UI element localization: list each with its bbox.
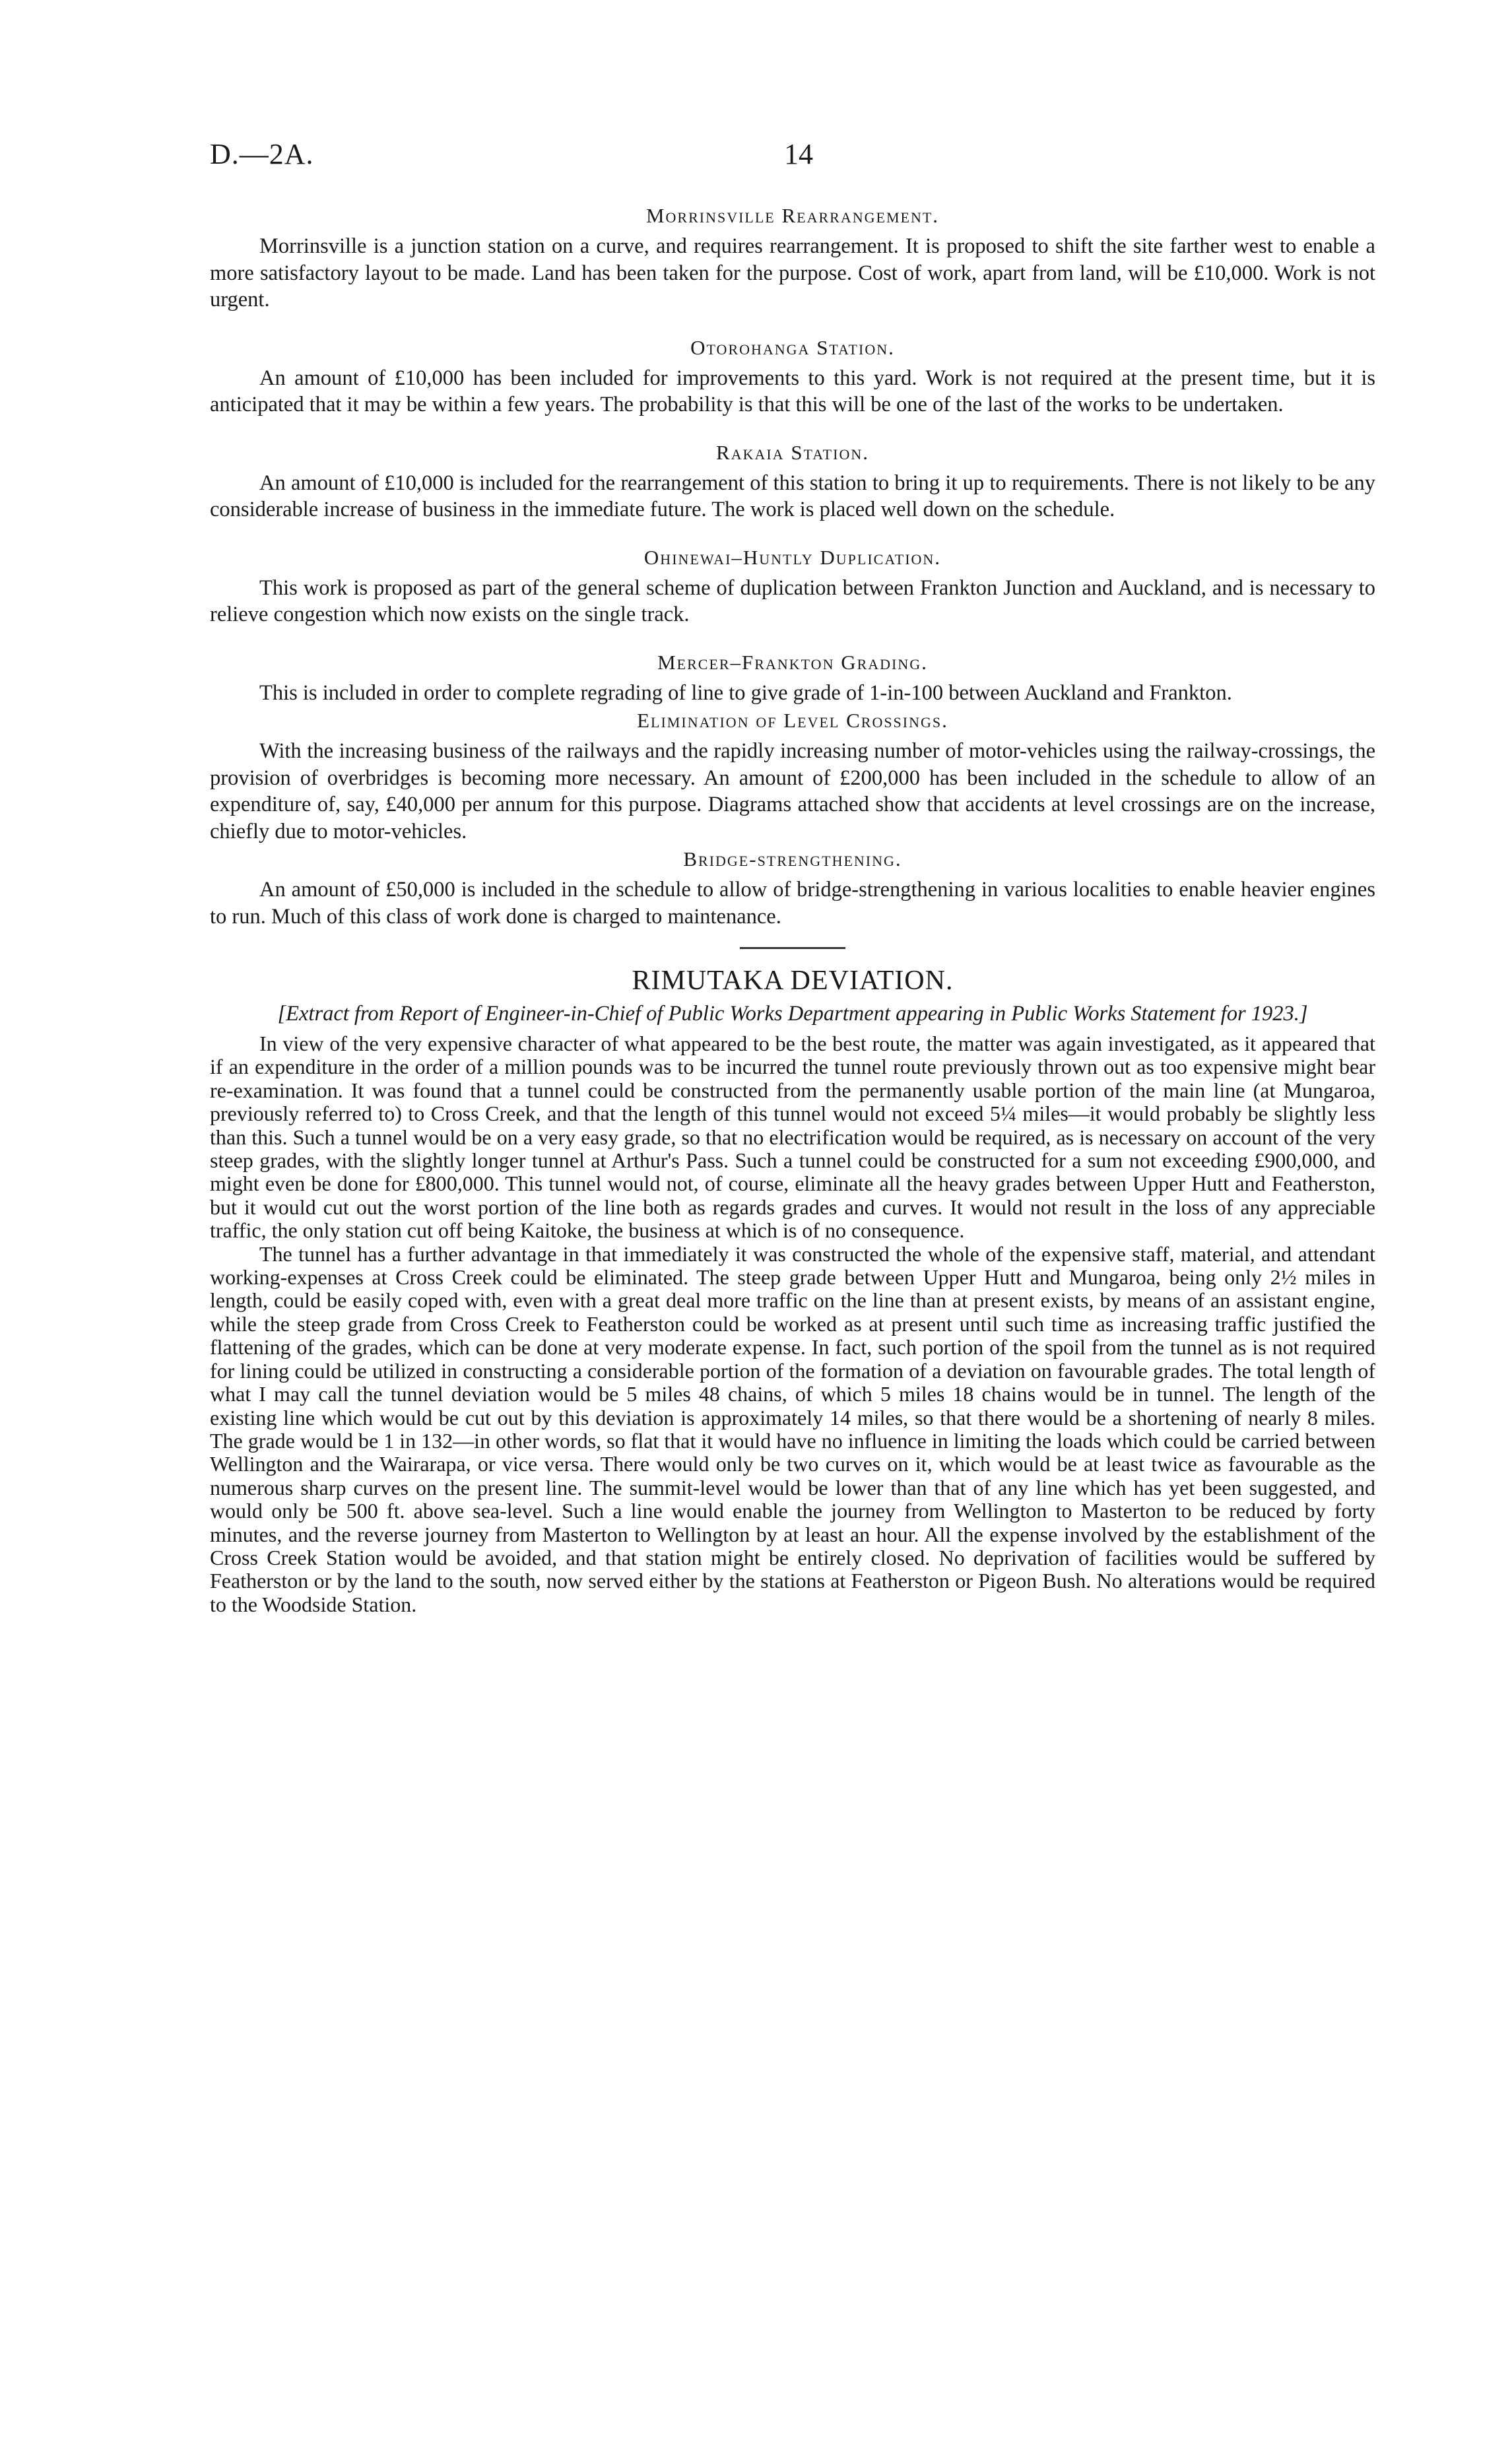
page-number: 14 [784, 138, 813, 170]
section-mercer-frankton [210, 648, 1375, 707]
extract-note: [Extract from Report of Engineer-in-Chief of Public Works Department appearing in Public Works Statement for 1923.] [277, 1002, 1308, 1026]
section-otorohanga [210, 333, 1375, 418]
paragraph: In view of the very expensive character of what appeared to be the best route, the matter was again investigated, as it appeared that if an expenditure in the order of a million pounds was to be incurred the tunnel route previously thrown out as too expensive might bear re-examination. It was found that a tunnel could be constructed from the permanently usable portion of the main line (at Mungaroa, previously referred to) to Cross Creek, and that the length of this tunnel would not exceed 5¼ miles—it would probably be slightly less than this. Such a tunnel would be on a very easy grade, so that no electrification would be required, as is necessary on account of the very steep grades, with the slightly longer tunnel at Arthur's Pass. Such a tunnel could be constructed for a sum not exceeding £900,000, and might even be done for £800,000. This tunnel would not, of course, eliminate all the heavy grades between Upper Hutt and Featherston, but it would cut out the worst portion of the line both as regards grades and curves. It would not result in the loss of any appreciable traffic, the only station cut off being Kaitoke, the business at which is of no consequence. [210, 1032, 1375, 1243]
section-heading: Rakaia Station. [716, 440, 869, 464]
page-header [210, 137, 1375, 177]
section-heading: Morrinsville Rearrangement. [645, 204, 940, 227]
section-heading: Otorohanga Station. [690, 335, 895, 359]
section-text: An amount of £50,000 is included in the schedule to allow of bridge-strengthening in various localities to enable heavier engines to run. Much of this class of work done is charged to maintenance. [210, 878, 1375, 929]
page-content [210, 201, 1375, 1616]
section-text: Morrinsville is a junction station on a curve, and requires rearrangement. It is proposed to shift the site farther west to enable a more satisfactory layout to be made. Land has been taken for the purpose. Cost of work, apart from land, will be £10,000. Work is not urgent. [210, 234, 1375, 312]
section-heading: Bridge-strengthening. [683, 847, 902, 870]
section-bridge-strengthening [210, 845, 1375, 930]
paragraph: The tunnel has a further advantage in that immediately it was constructed the whole of the expensive staff, material, and attendant working-expenses at Cross Creek could be eliminated. The steep grade between Upper Hutt and Mungaroa, being only 2½ miles in length, could be easily coped with, even with a great deal more traffic on the line than at present exists, by means of an assistant engine, while the steep grade from Cross Creek to Featherston could be worked as at present until such time as increasing traffic justified the flattening of the grades, which can be done at very moderate expense. In fact, such portion of the spoil from the tunnel as is not required for lining could be utilized in constructing a considerable portion of the formation of a deviation on favourable grades. The total length of what I may call the tunnel deviation would be 5 miles 48 chains, of which 5 miles 18 chains would be in tunnel. The length of the existing line which would be cut out by this deviation is approximately 14 miles, so that there would be a shortening of nearly 8 miles. The grade would be 1 in 132—in other words, so flat that it would have no influence in limiting the loads which could be carried between Wellington and the Wairarapa, or vice versa. There would only be two curves on it, which would be at least twice as favourable as the numerous sharp curves on the present line. The summit-level would be lower than that of any line which has yet been suggested, and would only be 500 ft. above sea-level. Such a line would enable the journey from Wellington to Masterton to be reduced by forty minutes, and the reverse journey from Masterton to Wellington by at least an hour. All the expense involved by the establishment of the Cross Creek Station would be avoided, and that station might be entirely closed. No deprivation of facilities would be suffered by Featherston or by the land to the south, now served either by the stations at Featherston or Pigeon Bush. No alterations would be required to the Woodside Station. [210, 1241, 1375, 1616]
document-reference: D.—2A. [210, 138, 314, 170]
section-rakaia [210, 438, 1375, 523]
section-morrinsville [210, 201, 1375, 313]
section-rimutaka-deviation [210, 964, 1375, 1616]
section-text: This work is proposed as part of the general scheme of duplication between Frankton Junction and Auckland, and is necessary to relieve congestion which now exists on the single track. [210, 575, 1375, 626]
section-text: With the increasing business of the railways and the rapidly increasing number of motor-vehicles using the railway-crossings, the provision of overbridges is becoming more necessary. An amount of £200,000 has been included in the schedule to allow of an expenditure of, say, £40,000 per annum for this purpose. Diagrams attached show that accidents at level crossings are on the increase, chiefly due to motor-vehicles. [210, 739, 1375, 843]
section-heading: Elimination of Level Crossings. [637, 709, 948, 732]
section-divider [740, 947, 845, 949]
section-heading: Mercer–Frankton Grading. [657, 650, 928, 674]
section-level-crossings [210, 706, 1375, 845]
section-text: This is included in order to complete regrading of line to give grade of 1-in-100 between Auckland and Frankton. [259, 680, 1232, 705]
section-text: An amount of £10,000 is included for the rearrangement of this station to bring it up to requirements. There is not likely to be any considerable increase of business in the immediate future. The work is placed well down on the schedule. [210, 471, 1375, 521]
section-text: An amount of £10,000 has been included for improvements to this yard. Work is not required at the present time, but it is anticipated that it may be within a few years. The probability is that this will be one of the last of the works to be undertaken. [210, 366, 1375, 416]
section-heading: Ohinewai–Huntly Duplication. [643, 545, 942, 569]
section-ohinewai-huntly [210, 543, 1375, 628]
section-title: RIMUTAKA DEVIATION. [632, 966, 954, 996]
